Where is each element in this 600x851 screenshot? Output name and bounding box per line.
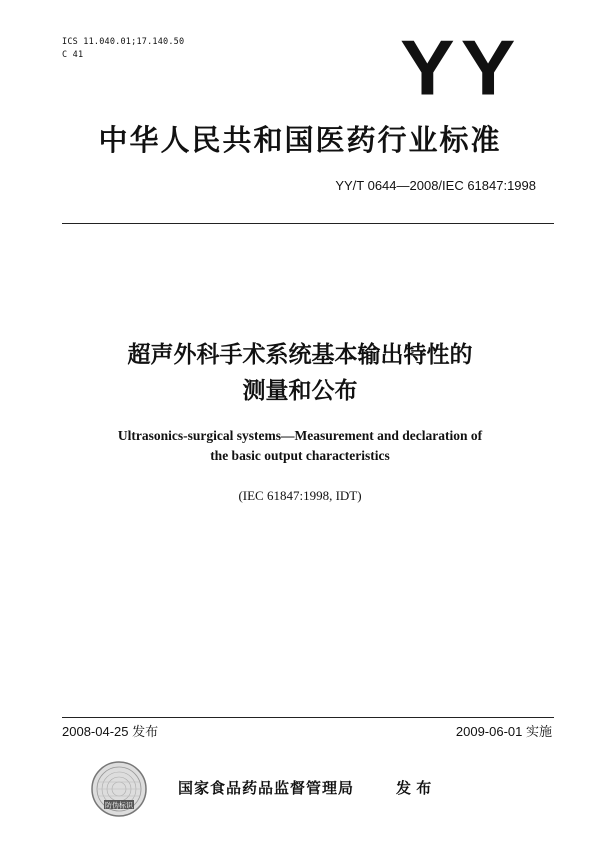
top-divider: [62, 223, 554, 224]
classification-codes: [62, 36, 184, 62]
ccs-code: C 41: [62, 50, 84, 60]
anti-counterfeit-seal-icon: [90, 760, 148, 818]
publish-date: 2008-04-25 发布: [62, 724, 159, 739]
standard-number: YY/T 0644—2008/IEC 61847:1998: [335, 178, 536, 193]
document-title-en-line1: Ultrasonics-surgical systems—Measurement and declaration of: [117, 428, 483, 443]
bottom-divider: [62, 717, 554, 718]
document-title-zh-line1: 超声外科手术系统基本输出特性的: [127, 342, 473, 368]
document-title-en-line2: the basic output characteristics: [210, 448, 390, 463]
yy-logo: YY: [400, 25, 522, 112]
issuing-authority: 国家食品药品监督管理局: [178, 779, 355, 797]
standard-title: 中华人民共和国医药行业标准: [98, 123, 502, 157]
implement-date: 2009-06-01 实施: [455, 724, 552, 739]
iec-equivalence: (IEC 61847:1998, IDT): [238, 488, 362, 503]
document-title-zh-line2: 测量和公布: [242, 378, 358, 404]
seal-text: 防伪标识: [105, 801, 133, 810]
issuer-action: 发 布: [396, 779, 432, 797]
ics-code: ICS 11.040.01;17.140.50: [62, 37, 185, 47]
